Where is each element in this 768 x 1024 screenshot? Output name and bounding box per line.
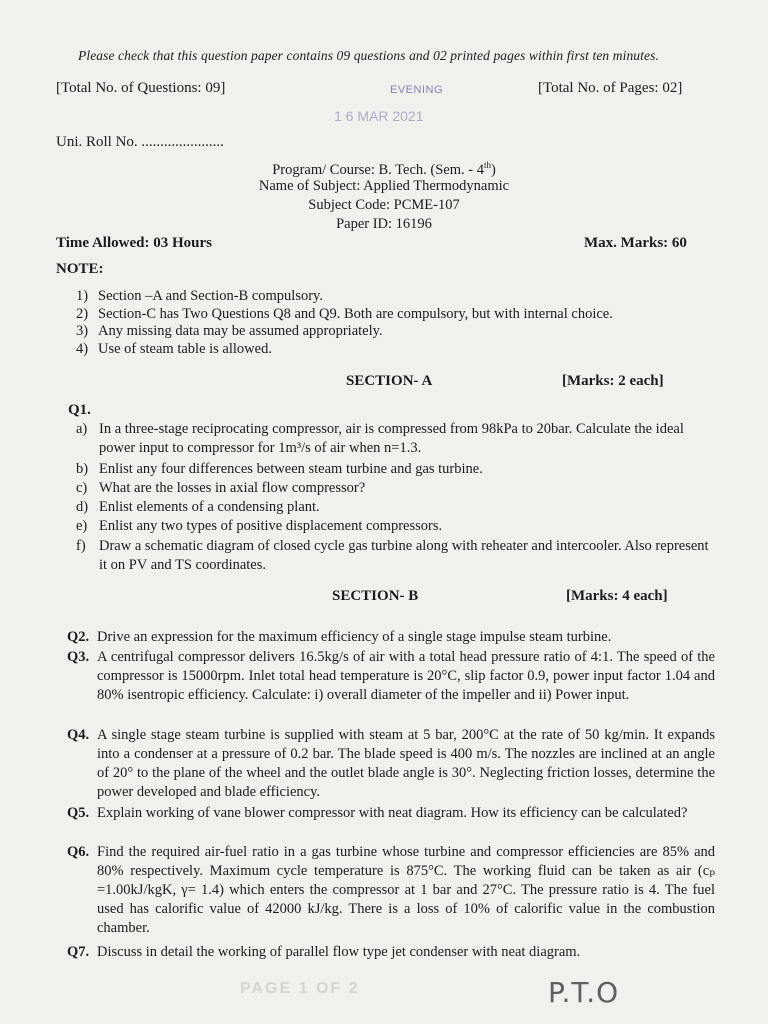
total-questions: [Total No. of Questions: 09] xyxy=(56,80,226,96)
page-footer: PAGE 1 OF 2 xyxy=(240,980,360,997)
subject-name: Name of Subject: Applied Thermodynamic xyxy=(258,178,510,194)
part-letter: c) xyxy=(76,480,88,496)
question-number: Q5. xyxy=(67,805,90,821)
note-text: Any missing data may be assumed appropriately. xyxy=(98,323,383,339)
question-number: Q3. xyxy=(67,649,90,665)
total-pages: [Total No. of Pages: 02] xyxy=(538,80,683,96)
part-letter: f) xyxy=(76,538,86,554)
note-number: 3) xyxy=(76,323,89,339)
note-number: 4) xyxy=(76,341,89,357)
question-text: Find the required air-fuel ratio in a gas turbine whose turbine and compressor efficiencies are 85% and 80% respectively. Maximum cycle temperature is 875°C. The working fluid can be taken as air (cₚ =1.00kJ/kgK, γ= 1.4) which enters the compressor at 1 bar and 27°C. The pressure ratio is 4. The fuel used has calorific value of 42000 kJ/kg. There is a loss of 10% of calorific value in the combustion chamber. xyxy=(97,844,715,936)
time-allowed: Time Allowed: 03 Hours xyxy=(56,235,212,251)
question-text: Discuss in detail the working of parallel flow type jet condenser with neat diagram. xyxy=(97,944,581,960)
max-marks: Max. Marks: 60 xyxy=(584,235,687,251)
question-number: Q6. xyxy=(67,844,90,860)
question-number: Q7. xyxy=(67,944,90,960)
pto-mark: P.T.O xyxy=(548,976,620,1009)
subject-code: Subject Code: PCME-107 xyxy=(308,197,460,213)
part-text: What are the losses in axial flow compressor? xyxy=(99,480,366,496)
question-text: A centrifugal compressor delivers 16.5kg/s of air with a total head pressure ratio of 4:1. The speed of the compressor is 15000rpm. Inlet total head temperature is 20°C, slip factor 0.9, power input factor 1.04 and 80% isentropic efficiency. Calculate: i) overall diameter of the impeller and ii) Power input. xyxy=(97,649,715,703)
question-text: Drive an expression for the maximum efficiency of a single stage impulse steam turbine. xyxy=(97,629,612,645)
question-text: Explain working of vane blower compressor with neat diagram. How its efficiency can be calculated? xyxy=(97,805,688,821)
section-b-marks: [Marks: 4 each] xyxy=(566,588,668,604)
part-letter: d) xyxy=(76,499,89,515)
note-number: 2) xyxy=(76,306,89,322)
section-a-title: SECTION- A xyxy=(346,373,433,389)
program-line: Program/ Course: B. Tech. (Sem. - 4th) xyxy=(272,160,496,178)
part-text: Enlist any four differences between steam turbine and gas turbine. xyxy=(99,461,483,477)
q1-label: Q1. xyxy=(68,402,91,418)
question-number: Q2. xyxy=(67,629,90,645)
note-number: 1) xyxy=(76,288,89,304)
part-letter: b) xyxy=(76,461,89,477)
roll-number: Uni. Roll No. ...................... xyxy=(56,134,224,150)
part-letter: e) xyxy=(76,518,88,534)
session-stamp: EVENING xyxy=(390,84,444,96)
part-letter: a) xyxy=(76,421,88,437)
part-text: Draw a schematic diagram of closed cycle gas turbine along with reheater and intercooler. Also represent it on PV and TS coordinates. xyxy=(99,538,709,573)
note-text: Section –A and Section-B compulsory. xyxy=(98,288,323,304)
part-text: In a three-stage reciprocating compressor, air is compressed from 98kPa to 20bar. Calculate the ideal power input to compressor for 1m³/s of air when n=1.3. xyxy=(99,421,684,456)
note-text: Use of steam table is allowed. xyxy=(98,341,272,357)
question-text: A single stage steam turbine is supplied with steam at 5 bar, 200°C at the rate of 50 kg/min. It expands into a condenser at a pressure of 0.2 bar. The blade speed is 400 m/s. The nozzles are inclined at an angle of 20° to the plane of the wheel and the outlet blade angle is 30°. Neglecting friction losses, determine the power developed and blade efficiency. xyxy=(97,727,715,800)
note-text: Section-C has Two Questions Q8 and Q9. Both are compulsory, but with internal choice. xyxy=(98,306,613,322)
part-text: Enlist any two types of positive displacement compressors. xyxy=(99,518,443,534)
date-stamp: 1 6 MAR 2021 xyxy=(334,108,424,124)
note-title: NOTE: xyxy=(56,261,104,277)
part-text: Enlist elements of a condensing plant. xyxy=(99,499,320,515)
section-b-title: SECTION- B xyxy=(332,588,419,604)
instruction-notice: Please check that this question paper contains 09 questions and 02 printed pages within first ten minutes. xyxy=(78,48,659,63)
question-number: Q4. xyxy=(67,727,90,743)
section-a-marks: [Marks: 2 each] xyxy=(562,373,664,389)
paper-id: Paper ID: 16196 xyxy=(336,216,432,232)
